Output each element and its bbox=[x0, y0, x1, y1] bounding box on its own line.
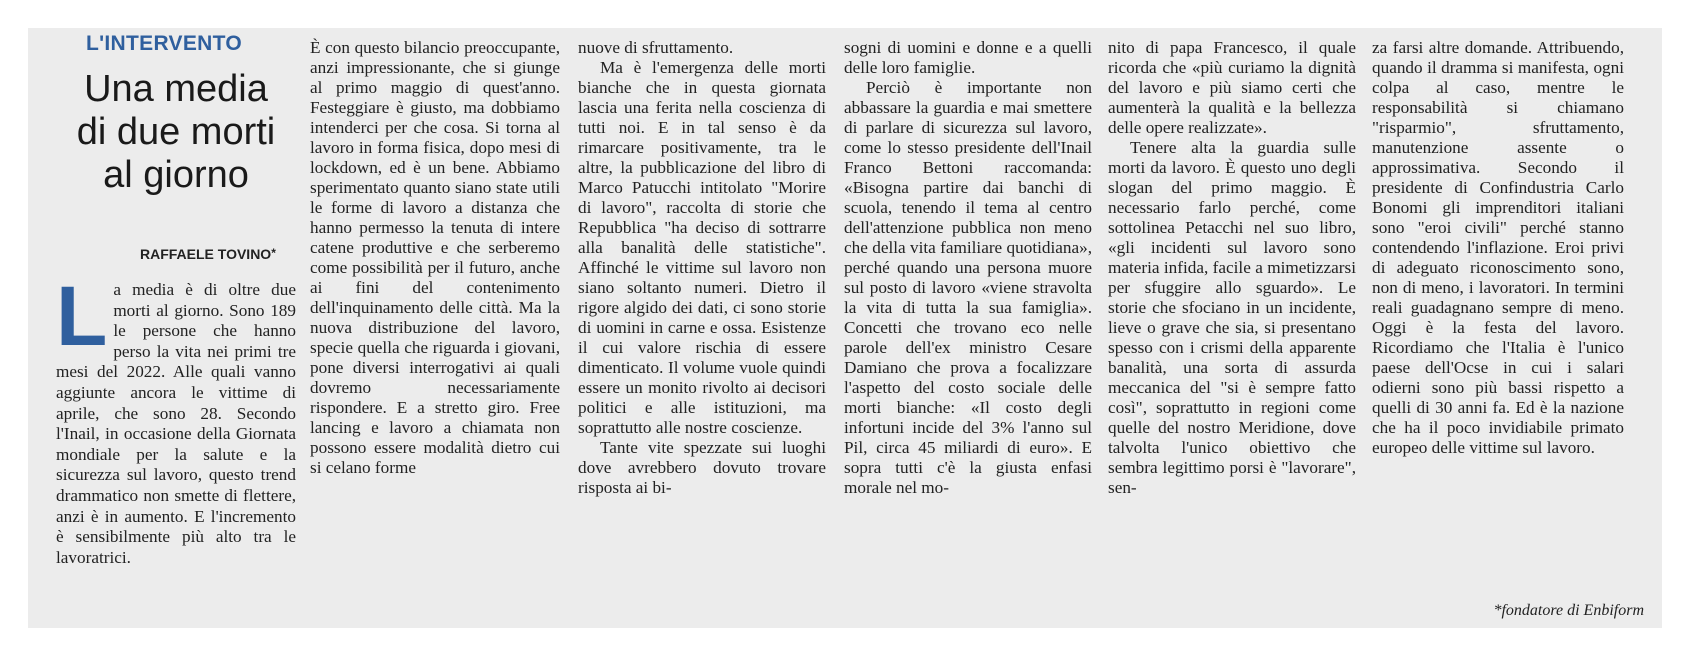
byline bbox=[140, 246, 276, 262]
column-2-paragraph: È con questo bilancio preoccupante, anzi impressionante, che si giunge al primo maggio di quest'anno. Festeggiare è giusto, ma dobbiamo intenderci per che cosa. Si torna al lavoro in forma fisica, dopo mesi di lockdown, ed è un bene. Abbiamo sperimentato quanto siano state utili le forme di lavoro a distanza che hanno permesso la tenuta di intere catene produttive e che serberemo come possibilità per il futuro, anche ai fini del contenimento dell'inquinamento delle città. Ma la nuova distribuzione del lavoro, specie quella che riguarda i giovani, pone diversi interrogativi ai quali dovremo necessariamente rispondere. E a stretto giro. Free lancing e lavoro a chiamata non possono essere modalità dietro cui si celano forme bbox=[310, 38, 560, 477]
newspaper-clipping bbox=[28, 28, 1662, 628]
author-name: RAFFAELE TOVINO bbox=[140, 246, 272, 262]
column-4-paragraph-2: Perciò è importante non abbassare la guardia e mai smettere di parlare di sicurezza sul lavoro, come lo stesso presidente dell'Inail Franco Bettoni raccomanda: «Bisogna partire dai banchi di scuola, tenendo il tema al centro dell'attenzione pubblica non meno che della vita familiare quotidiana», perché quando una persona muore sul posto di lavoro «viene stravolta la vita di tutta la sua famiglia». Concetti che trovano eco nelle parole dell'ex ministro Cesare Damiano che prova a focalizzare l'aspetto del costo sociale delle morti bianche: «Il costo degli infortuni incide del 3% l'anno sul Pil, circa 45 miliardi di euro». E sopra tutti c'è la giusta enfasi morale nel mo- bbox=[844, 78, 1092, 497]
column-3 bbox=[578, 38, 826, 624]
author-footnote-mark: * bbox=[271, 246, 276, 260]
column-4 bbox=[844, 38, 1092, 624]
lead-column bbox=[56, 280, 296, 622]
column-5-paragraph-1: nito di papa Francesco, il quale ricorda che «più curiamo la dignità del lavoro e più siamo certi che aumenterà la qualità e la bellezza delle opere realizzate». bbox=[1108, 38, 1356, 137]
column-2 bbox=[310, 38, 560, 624]
lead-paragraph: a media è di oltre due morti al giorno. Sono 189 le persone che hanno perso la vita nei primi tre mesi del 2022. Alle quali vanno aggiunte ancora le vittime di aprile, che sono 28. Secondo l'Inail, in occasione della Giornata mondiale per la salute e la sicurezza sul lavoro, questo trend drammatico non smette di flettere, anzi è in aumento. E l'incremento è sensibilmente più alto tra le lavoratrici. bbox=[56, 280, 296, 567]
column-5 bbox=[1108, 38, 1356, 624]
headline: Una media di due morti al giorno bbox=[76, 68, 276, 196]
author-footnote: *fondatore di Enbiform bbox=[1493, 602, 1644, 619]
column-4-paragraph-1: sogni di uomini e donne e a quelli delle loro famiglie. bbox=[844, 38, 1092, 77]
drop-cap: L bbox=[56, 280, 108, 363]
section-kicker: L'INTERVENTO bbox=[86, 32, 243, 55]
column-3-paragraph-1: nuove di sfruttamento. bbox=[578, 38, 734, 57]
column-6-paragraph: za farsi altre domande. Attribuendo, quando il dramma si manifesta, ogni colpa al caso, mentre le responsabilità si chiamano "risparmio", sfruttamento, manutenzione assente o approssimativa. Secondo il presidente di Confindustria Carlo Bonomi gli imprenditori italiani sono "eroi civili" perché stanno contendendo l'inflazione. Eroi privi di adeguato riconoscimento sono, non di meno, i lavoratori. In termini reali guadagnano sempre di meno. Oggi è la festa del lavoro. Ricordiamo che l'Italia è l'unico paese dell'Ocse in cui i salari odierni sono più bassi rispetto a quelli di 30 anni fa. Ed è la nazione che ha il poco invidiabile primato europeo delle vittime sul lavoro. bbox=[1372, 38, 1624, 457]
column-3-paragraph-2: Ma è l'emergenza delle morti bianche che in questa giornata lascia una ferita nella coscienza di tutti noi. E in tal senso è da rimarcare positivamente, tra le altre, la pubblicazione del libro di Marco Patucchi intitolato "Morire di lavoro", raccolta di storie che Repubblica "ha deciso di sottrarre alla banalità delle statistiche". Affinché le vittime sul lavoro non siano soltanto numeri. Dietro il rigore algido dei dati, ci sono storie di uomini in carne e ossa. Esistenze il cui valore rischia di essere dimenticato. Il volume vuole quindi essere un monito rivolto ai decisori politici e alle istituzioni, ma soprattutto alle nostre coscienze. bbox=[578, 58, 826, 437]
column-6 bbox=[1372, 38, 1624, 588]
column-5-paragraph-2: Tenere alta la guardia sulle morti da lavoro. È questo uno degli slogan del primo maggio. È necessario farlo perché, come sottolinea Petacchi nel suo libro, «gli incidenti sul lavoro sono materia infida, facile a mimetizzarsi per sfuggire allo sguardo». Le storie che sfociano in un incidente, lieve o grave che sia, si presentano spesso con i crismi della apparente banalità, una sorta di assurda meccanica del "si è sempre fatto così", soprattutto in regioni come quelle del nostro Meridione, dove talvolta l'unico obiettivo che sembra legittimo porsi è "lavorare", sen- bbox=[1108, 138, 1356, 497]
column-3-paragraph-3: Tante vite spezzate sui luoghi dove avrebbero dovuto trovare risposta ai bi- bbox=[578, 438, 826, 497]
